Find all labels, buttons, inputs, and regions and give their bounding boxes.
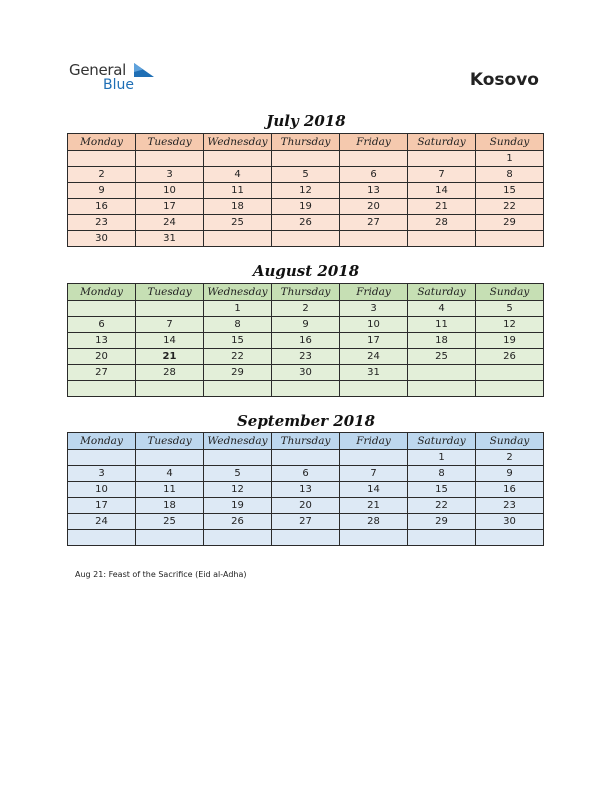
day-cell: 10: [136, 183, 204, 199]
weekday-header: Thursday: [272, 134, 340, 151]
empty-day-cell: [136, 381, 204, 397]
weekday-header: Wednesday: [204, 433, 272, 450]
week-row: [68, 365, 544, 381]
day-cell: 27: [68, 365, 136, 381]
empty-day-cell: [272, 530, 340, 546]
day-cell: 4: [408, 301, 476, 317]
logo-blue-text: Blue: [103, 77, 134, 93]
empty-day-cell: [204, 381, 272, 397]
day-cell: 16: [272, 333, 340, 349]
weekday-header: Saturday: [408, 134, 476, 151]
weekday-header: Thursday: [272, 284, 340, 301]
week-row: [68, 498, 544, 514]
day-cell: 9: [272, 317, 340, 333]
empty-day-cell: [204, 231, 272, 247]
day-cell: 11: [408, 317, 476, 333]
day-cell: 25: [136, 514, 204, 530]
empty-day-cell: [408, 365, 476, 381]
day-cell: 22: [204, 349, 272, 365]
day-cell: 14: [136, 333, 204, 349]
empty-day-cell: [272, 151, 340, 167]
calendar-september: [67, 432, 544, 546]
day-cell: 30: [272, 365, 340, 381]
empty-day-cell: [340, 151, 408, 167]
empty-day-cell: [340, 530, 408, 546]
day-cell: 17: [68, 498, 136, 514]
day-cell: 15: [408, 482, 476, 498]
weekday-header: Friday: [340, 134, 408, 151]
day-cell: 26: [272, 215, 340, 231]
day-cell: 11: [204, 183, 272, 199]
day-cell: 5: [272, 167, 340, 183]
day-cell: 12: [476, 317, 544, 333]
weekday-header: Sunday: [476, 284, 544, 301]
day-cell: 10: [340, 317, 408, 333]
day-cell: 7: [408, 167, 476, 183]
day-cell: 26: [204, 514, 272, 530]
day-cell: 19: [204, 498, 272, 514]
day-cell: 27: [340, 215, 408, 231]
day-cell: 8: [204, 317, 272, 333]
day-cell: 25: [408, 349, 476, 365]
empty-day-cell: [68, 301, 136, 317]
day-cell: 11: [136, 482, 204, 498]
calendar-july: [67, 133, 544, 247]
day-cell: 16: [68, 199, 136, 215]
weekday-header: Monday: [68, 134, 136, 151]
weekday-header-row: [68, 134, 544, 151]
day-cell: 13: [272, 482, 340, 498]
day-cell: 3: [68, 466, 136, 482]
day-cell: 1: [204, 301, 272, 317]
week-row: [68, 349, 544, 365]
weekday-header-row: [68, 433, 544, 450]
empty-day-cell: [68, 151, 136, 167]
weekday-header: Friday: [340, 284, 408, 301]
week-row: [68, 450, 544, 466]
day-cell: 24: [136, 215, 204, 231]
week-row: [68, 317, 544, 333]
day-cell: 17: [340, 333, 408, 349]
empty-day-cell: [204, 530, 272, 546]
day-cell: 6: [340, 167, 408, 183]
day-cell: 2: [272, 301, 340, 317]
day-cell: 24: [68, 514, 136, 530]
day-cell: 9: [476, 466, 544, 482]
day-cell: 2: [476, 450, 544, 466]
empty-day-cell: [136, 450, 204, 466]
day-cell: 29: [204, 365, 272, 381]
day-cell: 1: [476, 151, 544, 167]
week-row: [68, 183, 544, 199]
week-row: [68, 199, 544, 215]
weekday-header: Saturday: [408, 284, 476, 301]
week-row: [68, 530, 544, 546]
week-row: [68, 333, 544, 349]
week-row: [68, 466, 544, 482]
day-cell: 14: [408, 183, 476, 199]
day-cell: 14: [340, 482, 408, 498]
day-cell: 31: [136, 231, 204, 247]
day-cell: 8: [408, 466, 476, 482]
empty-day-cell: [340, 381, 408, 397]
weekday-header: Tuesday: [136, 284, 204, 301]
empty-day-cell: [272, 231, 340, 247]
day-cell: 15: [204, 333, 272, 349]
empty-day-cell: [136, 151, 204, 167]
day-cell: 19: [272, 199, 340, 215]
weekday-header: Saturday: [408, 433, 476, 450]
day-cell: 29: [476, 215, 544, 231]
empty-day-cell: [136, 530, 204, 546]
week-row: [68, 514, 544, 530]
day-cell: 20: [272, 498, 340, 514]
day-cell: 17: [136, 199, 204, 215]
empty-day-cell: [136, 301, 204, 317]
weekday-header: Wednesday: [204, 134, 272, 151]
day-cell: 1: [408, 450, 476, 466]
logo-general-text: General: [69, 61, 127, 79]
day-cell: 31: [340, 365, 408, 381]
week-row: [68, 215, 544, 231]
weekday-header: Monday: [68, 433, 136, 450]
day-cell: 5: [476, 301, 544, 317]
empty-day-cell: [272, 381, 340, 397]
calendar-august: [67, 283, 544, 397]
day-cell: 13: [340, 183, 408, 199]
month-title-july: July 2018: [266, 112, 346, 130]
day-cell: 9: [68, 183, 136, 199]
week-row: [68, 381, 544, 397]
day-cell: 6: [68, 317, 136, 333]
day-cell: 15: [476, 183, 544, 199]
empty-day-cell: [68, 530, 136, 546]
day-cell: 12: [272, 183, 340, 199]
week-row: [68, 482, 544, 498]
weekday-header: Wednesday: [204, 284, 272, 301]
empty-day-cell: [68, 450, 136, 466]
weekday-header: Thursday: [272, 433, 340, 450]
day-cell: 3: [340, 301, 408, 317]
empty-day-cell: [340, 231, 408, 247]
weekday-header: Monday: [68, 284, 136, 301]
empty-day-cell: [340, 450, 408, 466]
day-cell: 28: [136, 365, 204, 381]
day-cell: 24: [340, 349, 408, 365]
triangle-flag-icon: [134, 63, 154, 77]
day-cell: 23: [68, 215, 136, 231]
day-cell: 30: [68, 231, 136, 247]
day-cell: 30: [476, 514, 544, 530]
day-cell: 6: [272, 466, 340, 482]
day-cell: 28: [408, 215, 476, 231]
empty-day-cell: [408, 530, 476, 546]
day-cell: 19: [476, 333, 544, 349]
empty-day-cell: [272, 450, 340, 466]
weekday-header: Tuesday: [136, 134, 204, 151]
day-cell: 4: [136, 466, 204, 482]
country-name: Kosovo: [469, 70, 539, 90]
day-cell: 23: [272, 349, 340, 365]
day-cell: 13: [68, 333, 136, 349]
empty-day-cell: [408, 151, 476, 167]
day-cell: 18: [408, 333, 476, 349]
weekday-header-row: [68, 284, 544, 301]
weekday-header: Tuesday: [136, 433, 204, 450]
day-cell: 7: [340, 466, 408, 482]
empty-day-cell: [204, 450, 272, 466]
day-cell: 5: [204, 466, 272, 482]
day-cell: 2: [68, 167, 136, 183]
empty-day-cell: [476, 530, 544, 546]
day-cell: 21: [340, 498, 408, 514]
weekday-header: Friday: [340, 433, 408, 450]
empty-day-cell: [408, 381, 476, 397]
day-cell: 3: [136, 167, 204, 183]
day-cell: 23: [476, 498, 544, 514]
empty-day-cell: [408, 231, 476, 247]
day-cell: 7: [136, 317, 204, 333]
day-cell: 27: [272, 514, 340, 530]
weekday-header: Sunday: [476, 433, 544, 450]
day-cell: 20: [340, 199, 408, 215]
day-cell: 4: [204, 167, 272, 183]
empty-day-cell: [476, 231, 544, 247]
week-row: [68, 167, 544, 183]
week-row: [68, 151, 544, 167]
day-cell: 20: [68, 349, 136, 365]
day-cell: 28: [340, 514, 408, 530]
day-cell: 8: [476, 167, 544, 183]
holiday-note: Aug 21: Feast of the Sacrifice (Eid al-Adha): [75, 570, 247, 579]
day-cell: 29: [408, 514, 476, 530]
holiday-day-cell: 21: [136, 349, 204, 365]
empty-day-cell: [476, 381, 544, 397]
week-row: [68, 231, 544, 247]
day-cell: 18: [204, 199, 272, 215]
empty-day-cell: [476, 365, 544, 381]
day-cell: 12: [204, 482, 272, 498]
day-cell: 22: [476, 199, 544, 215]
day-cell: 16: [476, 482, 544, 498]
weekday-header: Sunday: [476, 134, 544, 151]
week-row: [68, 301, 544, 317]
day-cell: 10: [68, 482, 136, 498]
day-cell: 22: [408, 498, 476, 514]
day-cell: 18: [136, 498, 204, 514]
day-cell: 26: [476, 349, 544, 365]
empty-day-cell: [204, 151, 272, 167]
day-cell: 21: [408, 199, 476, 215]
empty-day-cell: [68, 381, 136, 397]
month-title-august: August 2018: [252, 262, 360, 280]
month-title-september: September 2018: [236, 412, 376, 430]
day-cell: 25: [204, 215, 272, 231]
